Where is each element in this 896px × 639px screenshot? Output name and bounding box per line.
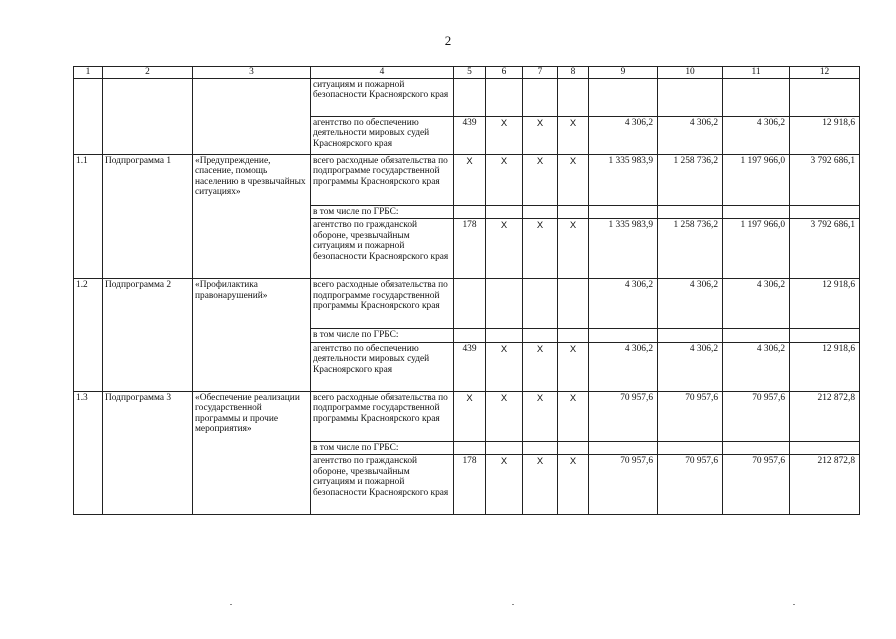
cell-value: 3 792 686,1 — [790, 154, 860, 205]
header-cell: 2 — [103, 67, 193, 79]
cell-number: 1.2 — [74, 279, 103, 392]
cell-description: всего расходные обязательства по подпрограмме государственной программы Красноярского края — [311, 154, 454, 205]
header-cell: 4 — [311, 67, 454, 79]
table-row — [74, 154, 860, 205]
table-row — [74, 279, 860, 329]
cell-subprogram-name: Подпрограмма 1 — [103, 154, 193, 279]
header-cell: 6 — [486, 67, 523, 79]
cell-grbs-code: 439 — [454, 342, 486, 391]
header-cell: 3 — [193, 67, 311, 79]
cell-grbs-code: 178 — [454, 455, 486, 515]
cell-value: 70 957,6 — [658, 391, 723, 441]
cell-value: 70 957,6 — [589, 391, 658, 441]
cell-x: X — [486, 219, 523, 279]
cell-x: X — [486, 154, 523, 205]
cell-description: агентство по гражданской обороне, чрезвычайным ситуациям и пожарной безопасности Красноярского края — [311, 455, 454, 515]
cell-value: 4 306,2 — [658, 279, 723, 329]
cell-number: 1.1 — [74, 154, 103, 279]
cell-value: 70 957,6 — [723, 391, 790, 441]
cell-value: 1 197 966,0 — [723, 154, 790, 205]
cell-x: X — [523, 455, 558, 515]
header-cell: 9 — [589, 67, 658, 79]
cell-x: X — [558, 391, 589, 441]
cell-description: всего расходные обязательства по подпрограмме государственной программы Красноярского края — [311, 391, 454, 441]
table-row — [74, 391, 860, 441]
header-row — [74, 67, 860, 79]
cell-subprogram-name: Подпрограмма 2 — [103, 279, 193, 392]
cell-description: ситуациям и пожарной безопасности Красноярского края — [311, 78, 454, 116]
cell-x: X — [558, 154, 589, 205]
cell-x: X — [454, 154, 486, 205]
cell-value: 4 306,2 — [723, 279, 790, 329]
header-cell: 12 — [790, 67, 860, 79]
cell-subprogram-title: «Предупреждение, спасение, помощь населению в чрезвычайных ситуациях» — [193, 154, 311, 279]
cell-grbs-heading: в том числе по ГРБС: — [311, 329, 454, 343]
cell-value: 1 335 983,9 — [589, 154, 658, 205]
cell-subprogram-name: Подпрограмма 3 — [103, 391, 193, 515]
cell-value: 70 957,6 — [723, 455, 790, 515]
cell-x: X — [486, 391, 523, 441]
cell-x: X — [454, 391, 486, 441]
cell-value: 12 918,6 — [790, 279, 860, 329]
header-cell: 10 — [658, 67, 723, 79]
cell-description: всего расходные обязательства по подпрограмме государственной программы Красноярского края — [311, 279, 454, 329]
cell-value: 1 335 983,9 — [589, 219, 658, 279]
budget-table — [73, 66, 860, 515]
header-cell: 5 — [454, 67, 486, 79]
cell-value: 4 306,2 — [589, 279, 658, 329]
cell-value: 1 258 736,2 — [658, 154, 723, 205]
cell-x: X — [558, 116, 589, 154]
cell-x: X — [558, 219, 589, 279]
cell-value: 4 306,2 — [589, 116, 658, 154]
cell-x: X — [486, 116, 523, 154]
cell-x: X — [486, 342, 523, 391]
cell-value: 4 306,2 — [658, 342, 723, 391]
cell-value: 3 792 686,1 — [790, 219, 860, 279]
cell-value: 1 258 736,2 — [658, 219, 723, 279]
cell-number: 1.3 — [74, 391, 103, 515]
cell-value: 4 306,2 — [723, 342, 790, 391]
cell-value: 4 306,2 — [658, 116, 723, 154]
page-number: 2 — [444, 33, 452, 48]
cell-subprogram-title: «Обеспечение реализации государственной программы и прочие мероприятия» — [193, 391, 311, 515]
cell-subprogram-title: «Профилактика правонарушений» — [193, 279, 311, 392]
cell-grbs-heading: в том числе по ГРБС: — [311, 441, 454, 455]
cell-description: агентство по гражданской обороне, чрезвычайным ситуациям и пожарной безопасности Красноярского края — [311, 219, 454, 279]
cell-x: X — [523, 154, 558, 205]
header-cell: 7 — [523, 67, 558, 79]
cell-description: агентство по обеспечению деятельности мировых судей Красноярского края — [311, 116, 454, 154]
cell-value: 12 918,6 — [790, 116, 860, 154]
cell-x: X — [558, 455, 589, 515]
header-cell: 1 — [74, 67, 103, 79]
table-row — [74, 78, 860, 116]
cell-value: 212 872,8 — [790, 455, 860, 515]
cell-description: агентство по обеспечению деятельности мировых судей Красноярского края — [311, 342, 454, 391]
header-cell: 8 — [558, 67, 589, 79]
cell-grbs-heading: в том числе по ГРБС: — [311, 205, 454, 219]
cell-x: X — [523, 391, 558, 441]
header-cell: 11 — [723, 67, 790, 79]
cell-value: 70 957,6 — [658, 455, 723, 515]
cell-x: X — [558, 342, 589, 391]
cell-grbs-code: 178 — [454, 219, 486, 279]
cell-x: X — [523, 342, 558, 391]
cell-x: X — [523, 219, 558, 279]
cell-grbs-code: 439 — [454, 116, 486, 154]
cell-x: X — [486, 455, 523, 515]
cell-value: 4 306,2 — [589, 342, 658, 391]
cell-value: 1 197 966,0 — [723, 219, 790, 279]
cell-value: 212 872,8 — [790, 391, 860, 441]
cell-value: 12 918,6 — [790, 342, 860, 391]
cell-x: X — [523, 116, 558, 154]
cell-value: 70 957,6 — [589, 455, 658, 515]
cell-value: 4 306,2 — [723, 116, 790, 154]
